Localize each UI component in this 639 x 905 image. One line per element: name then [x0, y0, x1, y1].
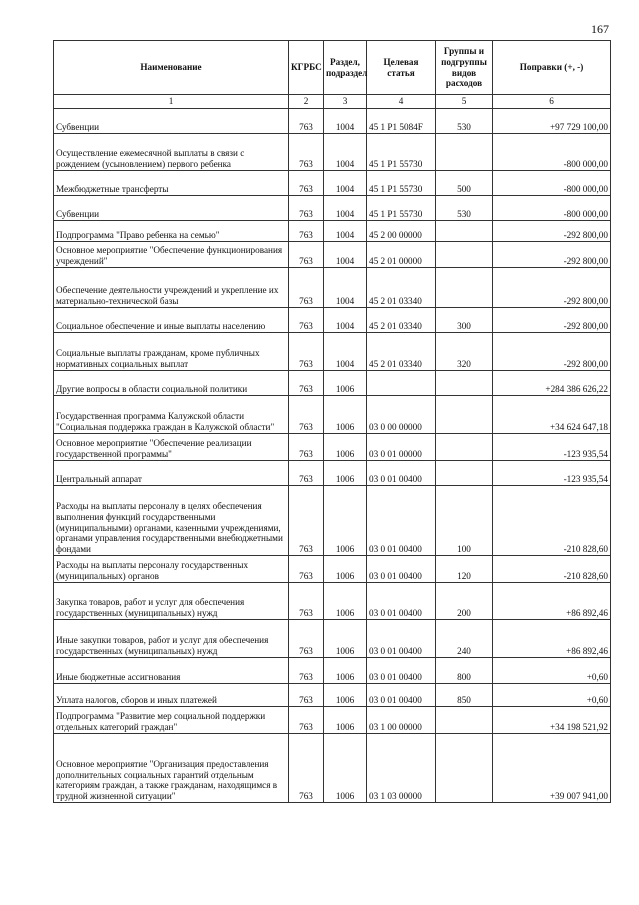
row-target-cell: 45 1 P1 5084F [367, 109, 436, 134]
row-name-cell: Уплата налогов, сборов и иных платежей [54, 684, 289, 707]
row-amount-cell: -292 800,00 [493, 268, 611, 308]
row-target-cell: 03 0 01 00400 [367, 486, 436, 556]
row-section-cell: 1004 [324, 333, 367, 371]
row-kgrbs-cell: 763 [289, 583, 324, 620]
row-section-cell: 1004 [324, 221, 367, 242]
header-amount: Поправки (+, -) [493, 41, 611, 95]
row-kgrbs-cell: 763 [289, 434, 324, 461]
row-section-cell: 1006 [324, 684, 367, 707]
row-target-cell: 45 2 01 03340 [367, 308, 436, 333]
row-amount-cell: +0,60 [493, 658, 611, 684]
table-row [54, 658, 611, 684]
header-kgrbs: КГРБС [289, 41, 324, 95]
row-expense-type-cell [436, 268, 493, 308]
row-expense-type-cell [436, 707, 493, 734]
row-kgrbs-cell: 763 [289, 396, 324, 434]
row-kgrbs-cell: 763 [289, 268, 324, 308]
row-expense-type-cell [436, 396, 493, 434]
row-section-cell: 1006 [324, 707, 367, 734]
table-row [54, 109, 611, 134]
row-name-cell: Закупка товаров, работ и услуг для обеспечения государственных (муниципальных) нужд [54, 583, 289, 620]
table-row [54, 583, 611, 620]
row-kgrbs-cell: 763 [289, 684, 324, 707]
row-expense-type-cell: 800 [436, 658, 493, 684]
row-expense-type-cell: 240 [436, 620, 493, 658]
row-section-cell: 1006 [324, 486, 367, 556]
table-row [54, 242, 611, 268]
row-amount-cell: -800 000,00 [493, 171, 611, 196]
row-expense-type-cell [436, 221, 493, 242]
row-expense-type-cell: 120 [436, 556, 493, 583]
row-name-cell: Субвенции [54, 196, 289, 221]
row-amount-cell: -292 800,00 [493, 221, 611, 242]
row-target-cell: 03 1 00 00000 [367, 707, 436, 734]
column-number: 3 [324, 95, 367, 109]
row-kgrbs-cell: 763 [289, 134, 324, 171]
row-name-cell: Иные закупки товаров, работ и услуг для обеспечения государственных (муниципальных) нужд [54, 620, 289, 658]
row-target-cell: 03 0 01 00400 [367, 556, 436, 583]
table-row [54, 333, 611, 371]
row-target-cell: 03 0 01 00400 [367, 658, 436, 684]
row-target-cell: 03 0 01 00400 [367, 461, 436, 486]
row-expense-type-cell: 530 [436, 109, 493, 134]
row-section-cell: 1006 [324, 734, 367, 803]
row-kgrbs-cell: 763 [289, 556, 324, 583]
row-name-cell: Расходы на выплаты персоналу государственных (муниципальных) органов [54, 556, 289, 583]
row-kgrbs-cell: 763 [289, 707, 324, 734]
table-row [54, 734, 611, 803]
table-row [54, 707, 611, 734]
table-row [54, 196, 611, 221]
column-number: 2 [289, 95, 324, 109]
row-section-cell: 1004 [324, 134, 367, 171]
table-row [54, 171, 611, 196]
header-expense-type: Группы и подгруппы видов расходов [436, 41, 493, 95]
budget-amendments-table [53, 40, 611, 803]
row-section-cell: 1006 [324, 583, 367, 620]
table-row [54, 556, 611, 583]
row-kgrbs-cell: 763 [289, 461, 324, 486]
row-name-cell: Основное мероприятие "Организация предоставления дополнительных социальных гарантий отдельным категориям граждан, а также гражданам, находящимся в трудной жизненной ситуации" [54, 734, 289, 803]
row-kgrbs-cell: 763 [289, 196, 324, 221]
row-expense-type-cell [436, 734, 493, 803]
row-section-cell: 1006 [324, 620, 367, 658]
column-number: 6 [493, 95, 611, 109]
row-expense-type-cell: 850 [436, 684, 493, 707]
row-amount-cell: -800 000,00 [493, 134, 611, 171]
row-name-cell: Субвенции [54, 109, 289, 134]
row-kgrbs-cell: 763 [289, 734, 324, 803]
column-number: 4 [367, 95, 436, 109]
row-section-cell: 1006 [324, 396, 367, 434]
row-target-cell: 03 0 01 00400 [367, 583, 436, 620]
row-name-cell: Другие вопросы в области социальной политики [54, 371, 289, 396]
header-section: Раздел, подраздел [324, 41, 367, 95]
table-row [54, 620, 611, 658]
page-number: 167 [591, 22, 609, 36]
row-expense-type-cell: 300 [436, 308, 493, 333]
row-expense-type-cell [436, 242, 493, 268]
row-amount-cell: +0,60 [493, 684, 611, 707]
row-amount-cell: -210 828,60 [493, 556, 611, 583]
row-target-cell: 03 0 01 00000 [367, 434, 436, 461]
row-name-cell: Основное мероприятие "Обеспечение реализации государственной программы" [54, 434, 289, 461]
column-number: 1 [54, 95, 289, 109]
row-name-cell: Социальное обеспечение и иные выплаты населению [54, 308, 289, 333]
row-expense-type-cell: 530 [436, 196, 493, 221]
row-amount-cell: +97 729 100,00 [493, 109, 611, 134]
header-name: Наименование [54, 41, 289, 95]
header-target: Целевая статья [367, 41, 436, 95]
row-target-cell: 03 0 01 00400 [367, 620, 436, 658]
row-expense-type-cell [436, 371, 493, 396]
table-row [54, 134, 611, 171]
row-kgrbs-cell: 763 [289, 109, 324, 134]
row-amount-cell: -123 935,54 [493, 461, 611, 486]
row-section-cell: 1004 [324, 196, 367, 221]
row-amount-cell: -292 800,00 [493, 242, 611, 268]
row-name-cell: Государственная программа Калужской области "Социальная поддержка граждан в Калужской области" [54, 396, 289, 434]
row-target-cell: 45 2 01 00000 [367, 242, 436, 268]
row-section-cell: 1006 [324, 434, 367, 461]
row-name-cell: Основное мероприятие "Обеспечение функционирования учреждений" [54, 242, 289, 268]
row-target-cell: 03 0 00 00000 [367, 396, 436, 434]
row-amount-cell: +284 386 626,22 [493, 371, 611, 396]
table-row [54, 461, 611, 486]
row-target-cell: 45 2 00 00000 [367, 221, 436, 242]
row-amount-cell: +34 624 647,18 [493, 396, 611, 434]
row-expense-type-cell: 200 [436, 583, 493, 620]
row-target-cell: 45 2 01 03340 [367, 333, 436, 371]
row-amount-cell: -210 828,60 [493, 486, 611, 556]
row-kgrbs-cell: 763 [289, 221, 324, 242]
table-row [54, 684, 611, 707]
row-target-cell: 03 0 01 00400 [367, 684, 436, 707]
column-number-row [54, 95, 611, 109]
row-name-cell: Обеспечение деятельности учреждений и укрепление их материально-технической базы [54, 268, 289, 308]
row-amount-cell: -800 000,00 [493, 196, 611, 221]
row-target-cell: 45 1 P1 55730 [367, 171, 436, 196]
row-target-cell: 45 1 P1 55730 [367, 196, 436, 221]
row-section-cell: 1004 [324, 268, 367, 308]
row-amount-cell: +86 892,46 [493, 583, 611, 620]
header-row [54, 41, 611, 95]
row-expense-type-cell: 500 [436, 171, 493, 196]
row-target-cell [367, 371, 436, 396]
row-expense-type-cell [436, 134, 493, 171]
row-name-cell: Расходы на выплаты персоналу в целях обеспечения выполнения функций государственными (муниципальными) органами, казенными учреждениями, органами управления государственными внебюджетными фондами [54, 486, 289, 556]
row-target-cell: 45 2 01 03340 [367, 268, 436, 308]
row-name-cell: Осуществление ежемесячной выплаты в связи с рождением (усыновлением) первого ребенка [54, 134, 289, 171]
row-amount-cell: +39 007 941,00 [493, 734, 611, 803]
row-target-cell: 03 1 03 00000 [367, 734, 436, 803]
row-section-cell: 1006 [324, 658, 367, 684]
row-expense-type-cell [436, 461, 493, 486]
row-kgrbs-cell: 763 [289, 371, 324, 396]
table-row [54, 308, 611, 333]
row-expense-type-cell: 100 [436, 486, 493, 556]
row-kgrbs-cell: 763 [289, 171, 324, 196]
row-amount-cell: -123 935,54 [493, 434, 611, 461]
row-section-cell: 1004 [324, 308, 367, 333]
table-row [54, 221, 611, 242]
row-amount-cell: +34 198 521,92 [493, 707, 611, 734]
row-section-cell: 1006 [324, 371, 367, 396]
row-expense-type-cell [436, 434, 493, 461]
column-number: 5 [436, 95, 493, 109]
table-row [54, 434, 611, 461]
row-kgrbs-cell: 763 [289, 620, 324, 658]
row-name-cell: Центральный аппарат [54, 461, 289, 486]
row-section-cell: 1004 [324, 171, 367, 196]
row-expense-type-cell: 320 [436, 333, 493, 371]
row-target-cell: 45 1 P1 55730 [367, 134, 436, 171]
row-name-cell: Межбюджетные трансферты [54, 171, 289, 196]
row-kgrbs-cell: 763 [289, 333, 324, 371]
row-kgrbs-cell: 763 [289, 486, 324, 556]
row-section-cell: 1004 [324, 109, 367, 134]
row-kgrbs-cell: 763 [289, 658, 324, 684]
row-name-cell: Социальные выплаты гражданам, кроме публичных нормативных социальных выплат [54, 333, 289, 371]
row-kgrbs-cell: 763 [289, 308, 324, 333]
table-row [54, 486, 611, 556]
table-row [54, 268, 611, 308]
row-name-cell: Иные бюджетные ассигнования [54, 658, 289, 684]
row-name-cell: Подпрограмма "Развитие мер социальной поддержки отдельных категорий граждан" [54, 707, 289, 734]
row-section-cell: 1004 [324, 242, 367, 268]
row-amount-cell: -292 800,00 [493, 308, 611, 333]
table-row [54, 371, 611, 396]
row-section-cell: 1006 [324, 556, 367, 583]
row-name-cell: Подпрограмма "Право ребенка на семью" [54, 221, 289, 242]
table-row [54, 396, 611, 434]
row-kgrbs-cell: 763 [289, 242, 324, 268]
row-amount-cell: +86 892,46 [493, 620, 611, 658]
row-amount-cell: -292 800,00 [493, 333, 611, 371]
row-section-cell: 1006 [324, 461, 367, 486]
